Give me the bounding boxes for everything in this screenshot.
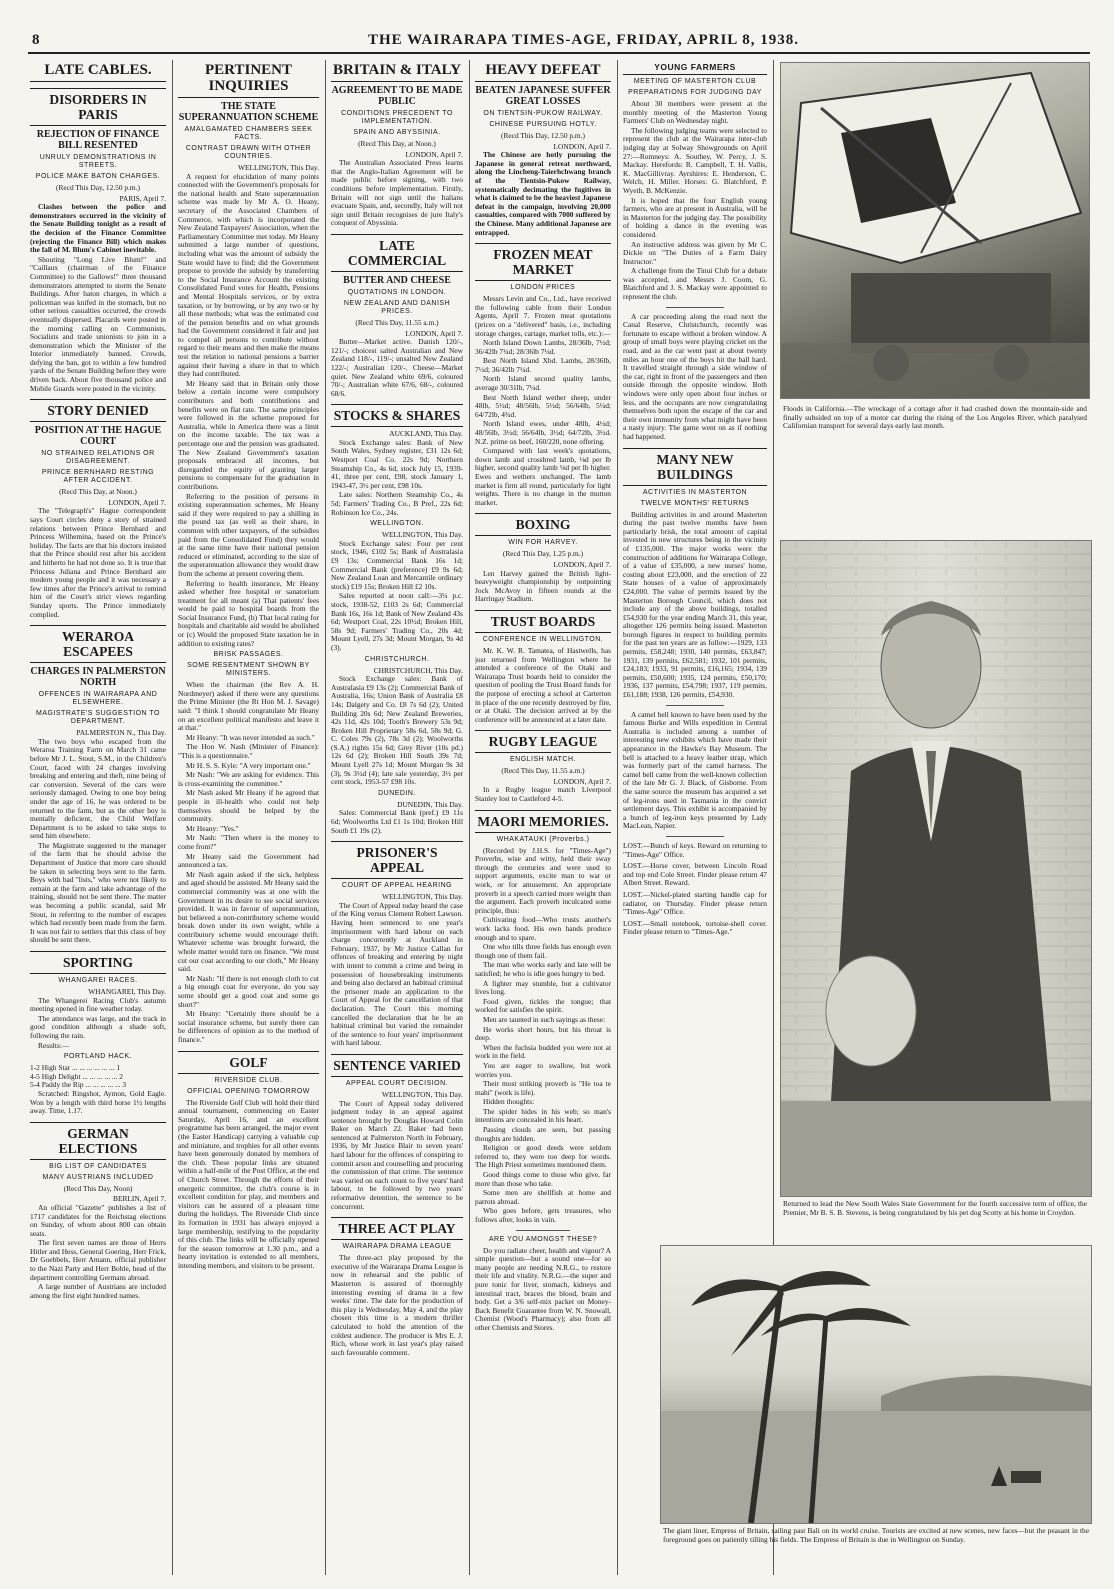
floods-caption: Floods in California.—The wreckage of a cottage after it had crashed down the mountain-side and finally subsided on top of a motor car during the rising of the Los Angeles River, which paralysed Californian transport for several days early last month. [783,404,1087,431]
subhead: WIN FOR HARVEY. [508,539,578,547]
paragraph: The two boys who escaped from the Weraroa Training Farm on March 31 came before Mr J. L. Stout, S.M., in the Children's Court, faced with 24 charges involving breaking and entering and theft, nine being of car conversion. Several of the cars were seriously damaged. Owing to one boy being under the age of 16, he was ordered to be returned to the farm, but as the other boy is mentally deficient, the Child Welfare Department is to be asked to take steps to send him elsewhere. [30,736,166,841]
paragraph: When the fuchsia budded you were not at work in the field. [475,1042,611,1061]
portrait-image [781,541,1091,1196]
received-line: (Recd This Day, 1.25 p.m.) [502,549,584,559]
paragraph: The Hon W. Nash (Minister of Finance): "This is a questionnaire." [178,742,319,760]
headline-rugby-league: RUGBY LEAGUE [475,730,611,753]
paragraph: Mr Heany said the Government had announced a tax. [178,851,319,870]
headline-three-act-play: THREE ACT PLAY [331,1217,463,1240]
paragraph: An instructive address was given by Mr C. Dickie on "The Duties of a Farm Dairy Instructor." [623,239,767,266]
divider [666,307,724,308]
subhead: BUTTER AND CHEESE [343,274,451,286]
column-3 [331,60,463,1575]
paragraph: Mr Heany: "Certainly there should be a social insurance scheme, but surely there can be differences of opinion as to the method of finance." [178,1009,319,1044]
paragraph: Mr. K. W. R. Tamatea, of Hastwells, has just returned from Wellington where he attended a conference of the Otaki and Wairarapa Trust boards held to consider the question of pooling the Trust Board funds for the purpose of erecting a school at Carterton in place of the one recently destroyed by fire, or at Otaki. The decision arrived at by the conference will be announced at a later date. [475,645,611,724]
subhead: WELLINGTON. [370,520,424,528]
dateline: LONDON, April 7. [405,328,463,338]
divider [516,1230,570,1231]
subhead: WHANGAREI RACES. [58,977,138,984]
subhead: LONDON PRICES [510,284,576,292]
headline-frozen-meat: FROZEN MEAT MARKET [475,243,611,281]
subhead: REJECTION OF FINANCE BILL RESENTED [36,129,160,151]
headline-prisoners-appeal: PRISONER'S APPEAL [331,841,463,879]
paragraph: Referring to the position of persons in existing superannuation schemes, Mr Heany said if they were required to pay a shilling in the pound tax (as well as their share, in common with other taxpayers, of the subsidies paid from the Consolidated Fund) they would at the same time have their national pension reduced or eliminated, according to the size of the superannuation allowance they would draw from the scheme at present covering them. [178,491,319,578]
race-result: 5-4 Paddy the Rip ... ... ... ... ... 3 [30,1080,127,1090]
paragraph: An official "Gazette" publishes a list of 1717 candidates for the Reichstag elections on Sunday, of whom about 800 can obtain seats. [30,1202,166,1238]
paragraph: Stock Exchange sales: Bank of Australasia £9 13s (2); Commercial Bank of Australia, 16s; Union Bank of Australia £8 14s; Dalgety and Co. £8 7s 6d (2); United Building 20s 6d; New Zealand Breweries, 42s 11d, 42s 10d; Tooth's Brewery 53s 9d; Broken Hill Proprietary 58s 6d, 58s 9d; G. C. Coles 79s (2), 78s 3d (2); Woolworths (S.A.) rights 15s 6d; Grey River (10s pd.) 12s 6d (2); Broken Hill South 39s 7d; Mount Lyell 27s 1d; Mount Morgan 9s 3d (3), 9s 3½d (4); late sale yesterday, 3½ per cent stock, 1953-57 £98 10s. [331,674,463,787]
paragraph: North Island Down Lambs, 28/36lb, 7½d; 36/42lb 7¼d; 28/36lb 7¼d. [475,338,611,356]
premier-photo [780,540,1092,1197]
lost-notice: LOST.—Small notebook, tortoise-shell cover. Finder please return to "Times-Age." [623,918,767,937]
subhead: ACTIVITIES IN MASTERTON [642,488,748,496]
paragraph: Len Harvey gained the British light-heavyweight championship by outpointing Jock McAvoy in fifteen rounds at the Harringay Stadium. [475,568,611,604]
headline-late-commercial: LATE COMMERCIAL [331,234,463,272]
paragraph: A large number of Austrians are included among the first eight hundred names. [30,1282,166,1300]
paragraph: Cultivating food—Who trusts another's work lacks food. His own hands produce enough and to spare. [475,915,611,942]
section-late-cables: LATE CABLES. [30,62,166,82]
paragraph: A car proceeding along the road next the Canal Reserve, Christchurch, recently was fortunate to escape without a broken window. A group of small boys were playing cricket on the road, and as the car went past at about twenty miles an hour one of the boys hit the ball hard. It travelled straight through a side window of the car, right in front of the passengers and then outside through the opposite window. Both windows were only open about four inches or less, and the occupants are now congratulating themselves both upon the escape of the car and their own immunity from what might have been a nasty injury. The game went on as if nothing had happened. [623,311,767,441]
paragraph: Scratched: Ringshot, Aymon, Gold Eagle. Won by a length with third horse 1½ lengths away. Time, 1.17. [30,1088,166,1116]
paragraph: The first seven names are those of Herrs Hitler and Hess, General Goering, Herr Frick, Dr Goebbels, Herr Amann, official publisher to the Nazi Party and Herr Bohle, head of the department controlling Germans abroad. [30,1238,166,1282]
paragraph: North Island ewes, under 48lb, 4½d; 48/56lb, 3½d; 56/64lb, 3½d; 64/72lb, 3½d. N.Z. prime ox beef, 160/220, none offering. [475,419,611,446]
subhead: MAGISTRATE'S SUGGESTION TO DEPARTMENT. [35,710,161,726]
subhead: NEW ZEALAND AND DANISH PRICES. [343,299,451,315]
column-4 [475,60,611,1575]
paragraph: The spider hides in his web; so man's intentions are concealed in his heart. [475,1106,611,1125]
paragraph: A challenge from the Tinui Club for a debate was accepted, and Messrs J. Coom, G. Blatchford and J. S. Mackay were appointed to represent the club. [623,266,767,302]
paragraph: The man who works early and late will be satisfied; he who is idle goes hungry to bed. [475,960,611,978]
subhead: POSITION AT THE HAGUE COURT [34,425,162,448]
paragraph: When the chairman (the Rev A. H. Nordmeyer) asked if there were any questions the Prime Minister (the Rt Hon M. J. Savage) said: "I think I should congratulate Mr Heany on an excellent political manifesto and leave it at that." [178,680,319,733]
subhead: UNRULY DEMONSTRATIONS IN STREETS. [39,154,157,169]
received-line: (Recd This Day, Noon) [63,1183,133,1193]
column-rule [172,60,173,1575]
paragraph: The Court of Appeal today delivered judgment today in an appeal against sentence brought by Douglas Howard Colin Baker on March 22. Baker had been sentenced at Palmerston North in February, 1936, by Mr Justice Blair to seven years' hard labour for the offences of conspiring to commit arson and counselling and procuring the commission of that crime. The sentence was varied on each count to five years' hard labour, to be followed by two years' reformative detention, the sentence to be concurrent. [331,1098,463,1211]
dateline: BERLIN, April 7. [113,1194,166,1204]
race-name: PORTLAND HACK. [63,1053,133,1061]
paragraph: The Magistrate suggested to the manager of the farm that he should advise the Department of Justice that more care should be taken in selecting boys sent to the farm. Boys with bad "lists," who were not likely to remain at the farm and take advantage of the training, should not be sent there. The matter was becoming a public scandal, said Mr Stout, in referring to the number of escapes which had recently been made from the farm. It was not fair to settlers that this class of boy should be sent there. [30,840,166,945]
floods-photo [780,62,1090,399]
headline-young-farmers: YOUNG FARMERS [623,63,767,75]
lead-paragraph: Clashes between the police and demonstrators occurred in the vicinity of the Senate Building tonight as a result of the decision of the Finance Committee (rejecting the Finance Bill) which makes the fall of M. Blum's Cabinet inevitable. [30,202,166,255]
lost-notice: LOST.—Horse cover, between Lincoln Road and top end Cole Street. Finder please return 47 Albert Street. Reward. [623,861,767,888]
subhead: BIG LIST OF CANDIDATES [49,1162,147,1170]
subhead: NO STRAINED RELATIONS OR DISAGREEMENT. [41,450,155,466]
paragraph: Food given, tickles the tongue; that worked for satisfies the spirit. [475,996,611,1015]
paragraph: The attendance was large, and the track in good condition although a shade soft, following the rain. [30,1013,166,1040]
paragraph: Passing clouds are seen, but passing thoughts are hidden. [475,1125,611,1143]
subhead: BRISK PASSAGES. [213,651,284,659]
headline-trust-boards: TRUST BOARDS [475,610,611,633]
headline-german-elections: GERMAN ELECTIONS [30,1122,166,1160]
subhead: CONDITIONS PRECEDENT TO IMPLEMENTATION. [341,110,453,125]
bali-shore-image [661,1246,1091,1523]
paragraph: (Recorded by J.H.S. for "Times-Age") Proverbs, wise and witty, held their sway through the centuries and were used to support arguments, excite man to war or work, or for amusement. An appropriate proverb in a speech carried more weight than the argument. Each proverb inculcated some principle, thus: [475,845,611,915]
headline-heavy-defeat: HEAVY DEFEAT [475,62,611,82]
dateline: PALMERSTON N., This Day. [76,728,166,738]
paragraph: Best North Island Xbd. Lambs, 28/36lb, 7½d; 36/42lb 7¼d. [475,356,611,374]
paragraph: Mr Heany: "It was never intended as such." [186,732,315,742]
paragraph: A fighter may stumble, but a cultivator lives long. [475,978,611,997]
divider [666,836,724,837]
subhead: CHINESE PURSUING HOTLY. [489,121,597,128]
subhead: CONFERENCE IN WELLINGTON. [482,635,604,643]
subhead: MEETING OF MASTERTON CLUB [633,78,757,85]
paragraph: The Court of Appeal today heard the case of the King versus Clement Robert Lawson. Having been sentenced to one year's imprisonment with hard labour on each charge concurrently at Auckland in February, 1937, by Mr Justice Callan for offences of breaking and entering by night with intent to commit a crime and being in possession of housebreaking instruments and being also declared an habitual criminal the prisoner made an application to the Court of Appeal for the cancellation of that declaration. The Court this morning cancelled the declaration that he be an habitual criminal but varied the remainder of the sentence to four years' imprisonment with hard labour. [331,900,463,1048]
subhead: PRINCE BERNHARD RESTING AFTER ACCIDENT. [41,469,155,485]
column-1 [30,60,166,1575]
subhead: COURT OF APPEAL HEARING [341,882,453,890]
paragraph: Late sales: Northern Steamship Co., 4s 5d; Farmers' Trading Co., B Pref., 22s 6d; Robinson Ice Co., 24s. [331,490,463,517]
paragraph: Mr Heany: "Yes." [186,823,239,833]
paragraph: Mr Nash asked Mr Heany if he agreed that people in ill-health who could not help themselves should be helped by the community. [178,788,319,824]
paragraph: The three-act play proposed by the executive of the Wairarapa Drama League is now in rehearsal and the public of Masterton is assured of thoroughly interesting evening of drama in a few weeks' time. The date for the production of this play is Wednesday, May 4, and the play chosen this time is a modern thriller calculated to hold the attention of the coldest audience. The producer is Mrs E. J. Rich, whose work in last year's play raised such favourable comment. [331,1253,463,1357]
paragraph: Mr Nash: "Then where is the money to come from?" [178,833,319,851]
subhead: THE STATE SUPERANNUATION SCHEME [178,101,319,123]
dateline: WELLINGTON, This Day. [238,163,319,172]
paragraph: Mr Nash again asked if the sick, helpless and aged should be assisted. Mr Heany said the commercial community was at one with the Government in its desire to see social services provided. It was in favour of superannuation, but believed a non-contributory scheme would break down under its own weight, while a contributory scheme would encourage thrift. Whatever scheme was brought forward, the whole matter would turn on finance. "We must cut our coat according to our cloth," Mr Heany said. [178,869,319,974]
dateline: AUCKLAND, This Day. [389,429,463,439]
advert-body: Do you radiate cheer, health and vigour? A simple question—but a sound one—for so many people are needing N.R.G., to restore their life and vitality. N.R.G.—the super and pure tonic for liver, stomach, kidneys and intestinal tract, braces the blood, brain and body. Get a 3/6 self-mix packet on Money-Back Benefit Guarantee from W. N. Snowall, Chemist (Wood's Pharmacy); also from all other Chemists and Stores. [475,1245,611,1332]
subhead: POLICE MAKE BATON CHARGES. [35,173,161,180]
received-line: (Recd This Day, 11.55 a.m.) [355,317,439,327]
dateline: LONDON, April 7. [405,149,463,159]
headline-pertinent-inquiries: PERTINENT INQUIRIES [178,62,319,98]
paragraph: It is hoped that the four English young farmers, who are at present in Australia, will be in Masterton for the judging day. The possibility of holding a dance in the evening was considered. [623,195,767,239]
subhead: TWELVE MONTHS' RETURNS [640,499,750,507]
paragraph: A request for elucidation of many points connected with the Government's proposals for the national health and State superannuation scheme was made by Mr A. O. Heany, secretary of the Associated Chambers of Commerce, with which is incorporated the New Zealand Taxpayers' Association, when the Parliamentary Committee met today. Mr Heany submitted a large number of questions, including what was the amount of subsidy the State would have to find; did the Government propose to provide the subsidy by transferring to the Social Insurance Account the existing Consolidated Fund votes for Health, Pensions and Mental Hospitals services, or by extra taxation, or by borrowing, or by any two or by all these methods; what was the estimated cost of the pension benefits and on what grounds had the Government considered it fair and just to compel all persons to contribute without regard to their means and then make the means test the relation to national pensions a barrier against their having a share in that to which they had contributed. [178,171,319,379]
paragraph: The Australian Associated Press learns that the Anglo-Italian Agreement will be made public before signing, with two conditions before implementation. Firstly, Britain will not sign until the Italians evacuate Spain, and, secondly, Italy will not sign until Britain recognises de jure Italy's conquest of Abyssinia. [331,158,463,228]
headline-many-new-buildings: MANY NEW BUILDINGS [623,448,767,486]
received-line: (Recd This Day, 12.50 p.m.) [56,183,140,192]
paragraph: Sales reported at noon call:—3¼ p.c. stock, 1938-52, £103 2s 6d; Commercial Bank 16s, 16s 1d; Bank of New Zealand 43s 6d; Westport Coal, 22s 10½d; Broken Hill, 58s 9d; Farmers' Trading Co., 20s 4d; Mount Lyell, 27s 3d; Mount Morgan, 9s 4d (3). [331,591,463,652]
headline-stocks-shares: STOCKS & SHARES [331,404,463,427]
paragraph: Butter—Market active. Danish 120/-, 121/-; choicest salted Australian and New Zealand 118/-, 119/-; unsalted New Zealand 122/-; Australian 120/-. Cheese—Market quiet. New Zealand white 69/6, coloured 70/-; Australian white 67/6, 68/-, coloured 68/6. [331,337,463,398]
dateline: WELLINGTON, This Day. [382,892,463,902]
race-result: 4-5 High Delight ... ... ... ... ... 2 [30,1071,123,1081]
paragraph: Some men are shellfish at home and parrots abroad. [475,1188,611,1206]
subhead: SOME RESENTMENT SHOWN BY MINISTERS. [187,662,310,678]
paragraph: Hidden thoughts: [483,1097,535,1107]
subhead: PREPARATIONS FOR JUDGING DAY [628,89,762,96]
column-2 [178,60,319,1575]
lost-notice: LOST.—Bunch of keys. Reward on returning to "Times-Age" Office. [623,840,767,859]
received-line: (Recd This Day, at Noon.) [59,487,137,497]
paragraph: Building activities in and around Masterton during the past twelve months have been particularly brisk, the total amount of capital invested in new structures being in the vicinity of £135,000. The major works were the construction of additions for Wairarapa College, of a value of £35,000, a new nurses' home, costing about £23,000, and the erection of 22 State houses of a value of approximately £24,000. The value of permits issued by the Masterton Borough Council, which does not include any of the above buildings, totalled £54,930 for the year ending March 31, this year, altogether 126 permits being issued. Masterton borough figures in respect to building permits for the past ten years are as follow:—1929, 133 permits, £58,248; 1930, 140 permits, £63,847; 1931, 139 permits, £62,581; 1932, 101 permits, £24,183; 1933, 91 permits, £16,165; 1934, 139 permits, £50,600; 1935, 124 permits, £50,170; 1936, 137 permits, £54,798; 1937, 119 permits, £61,188; 1938, 126 permits, £54,930. [623,509,767,700]
subhead: OFFICIAL OPENING TOMORROW [187,1087,310,1095]
paragraph: One who tills three fields has enough even though one of them fail. [475,942,611,960]
paragraph: Stock Exchange sales: Bank of New South Wales, Sydney register, £31 12s 6d; Westport Coal Co. 22s 9d; Northern Steamship Co., 4s 6d, stock July 15, 1939-41, three per cent, £98, stock January 1, 1943-47, 3½ per cent, £98 10s. [331,437,463,490]
column-rule [617,60,618,1575]
subhead: ON TIENTSIN-PUKOW RAILWAY. [483,110,603,117]
subhead: WHAKATAUKI (Proverbs.) [496,835,590,843]
paragraph: Referring to health insurance, Mr Heany asked whether free hospital or sanatorium treatment for all meant (a) That patients' fees would be paid to hospital boards from the Social Insurance Fund, (b) That local rating for hospitals and charitable aid would be abolished or (c) Would the proposed State taxation be in addition to existing rates? [178,578,319,648]
column-rule [469,60,470,1575]
paragraph: A camel bell known to have been used by the famous Burke and Wills expedition in Central Australia is included among a number of interesting new exhibits which have made their appearance in the Hawke's Bay Museum. The bell is attached to a heavy leather strap, which was formerly part of the camel harness. The camel bell came from the well-known collection of the late Mr G. J. Black, of Gisborne. From the same source the museum has acquired a set of leg-irons used in Tasmania in the convict settlement days. This exhibit is accompanied by a bunch of leg-iron keys presented by Lady MacLean, Napier. [623,709,767,831]
column-rule [325,60,326,1575]
paragraph: In a Rugby league match Liverpool Stanley lost to Castleford 4-5. [475,785,611,804]
subhead: RIVERSIDE CLUB. [214,1076,283,1084]
subhead: ENGLISH MATCH. [510,756,576,764]
newspaper-title: THE WAIRARAPA TIMES-AGE, FRIDAY, APRIL 8, 1938. [368,32,799,48]
paragraph: Good things come to those who give, far more than those who take. [475,1170,611,1188]
dateline: WHANGAREI, This Day. [88,987,166,996]
subhead: OFFENCES IN WAIRARAPA AND ELSEWHERE. [38,691,158,707]
subhead: SPAIN AND ABYSSINIA. [353,129,441,136]
paragraph: The Whangerei Racing Club's autumn meeting opened in fine weather today. [30,995,166,1014]
paragraph: Best North Island wether sheep, under 48lb, 5½d; 48/56lb, 5½d; 56/64lb, 5¼d; 64/72lb, 4¾d. [475,392,611,419]
advert-heading: ARE YOU AMONGST THESE? [488,1235,598,1243]
masthead [28,30,1090,54]
divider [666,705,724,706]
headline-sentence-varied: SENTENCE VARIED [331,1054,463,1077]
dateline: LONDON, April 7. [553,141,611,151]
dateline: CHRISTCHURCH, This Day. [373,665,463,675]
headline-britain-italy: BRITAIN & ITALY [331,62,463,82]
dateline: LONDON, April 7. [108,497,166,507]
paragraph: Mr H. S. S. Kyle: "A very important one." [186,760,311,770]
liner-caption: The giant liner, Empress of Britain, sailing past Bali on its world cruise. Tourists are excited at new scenes, new faces—but the peasant in the foreground goes on patiently tilling his fields. The Empress of Britain is due in Wellington on Sunday. [663,1526,1089,1544]
paragraph: North Island second quality lambs, average 30/31lb, 7¼d. [475,374,611,393]
paragraph: Shouting "Long Live Blum!" and "Caillaux (chairman of the Finance Committee) to the Gallows!" three thousand demonstrators attempted to storm the Senate Buildings. After baton charges, in which a policeman was knifed in the stomach, but no other serious casualties occurred, the crowds eventually dispersed. Placards were posted in the morning calling on Communists, Socialists and trade unionists to join in a demonstration which the Minister of the Interior immediately banned. Crowds, defying the ban, got to within a few hundred yards of the Senate Building before they were driven back. About five thousand police and Mobile Guards were posted in the vicinity. [30,254,166,393]
paragraph: Messrs Levin and Co., Ltd., have received the following cable from their London Agents, April 7. Frozen meat quotations (prices on a "delivered" basis, i.e., including storage charges, cartage, market tolls, etc.):— [475,294,611,338]
wreckage-image [781,63,1089,398]
paragraph: Results:— [38,1040,70,1050]
lost-notice: LOST.—Nickel-plated starting handle cap for radiator, on Thursday. Finder please return "Times-Age" Office. [623,889,767,917]
received-line: (Recd This Day, 11.55 a.m.) [501,766,585,776]
paragraph: The Riverside Golf Club will hold their third annual tournament, commencing on Easter Saturday, April 16, and an excellent programme has been arranged, the major event (the Easter Handicap) carrying a valuable cup and miniature, and trophies for all other events have been generously donated by members of the club. These popular links are situated within a half-mile of the Post Office, at the end of Church Street. Through the efforts of their energetic committee, the club's course is in excellent condition for play, and members and visitors can be assured of a pleasant time during the holidays. The Riverside Club since its formation in 1931 has always enjoyed a large membership, testifying to the popularity of this club. The links will be officially opened for the season tomorrow at 1.30 p.m., and a hearty invitation is extended to all members, intending members, and visitors to be present. [178,1097,319,1270]
subhead: QUOTATIONS IN LONDON. [347,288,447,296]
paragraph: Religion or good deeds were seldom referred to, they were too deep for words. The High Priest sometimes mentioned them. [475,1143,611,1170]
dateline: DUNEDIN, This Day. [397,799,463,809]
paragraph: Stock Exchange sales: Four per cent stock, 1946, £102 5s; Bank of Australasia £9 13s; Commercial Bank 16s 1d; Commercial Bank (preference) £9 9s 6d; New Zealand Loan and Mercantile ordinary stock) £19 15s; Broken Hill £2 10s. [331,538,463,591]
subhead: AGREEMENT TO BE MADE PUBLIC [331,85,463,107]
dateline: WELLINGTON, This Day. [382,530,463,540]
dateline: LONDON, April 7. [553,559,611,569]
dateline: LONDON, April 7. [553,776,611,786]
paragraph: Who goes before, gets treasures, who follows after, looks in vain. [475,1206,611,1224]
received-line: (Recd This Day, at Noon.) [358,139,436,148]
subhead: MANY AUSTRIANS INCLUDED [42,1173,154,1181]
subhead: APPEAL COURT DECISION. [345,1079,449,1087]
page-number: 8 [32,32,40,48]
paragraph: Mr Nash: "We are asking for evidence. This is cross-examining the committee." [178,770,319,788]
premier-caption: Returned to lead the New South Wales State Government for the fourth successive term of office, the Premier, Mr B. S. B. Stevens, is being congratulated by his pet dog Scotty at his home in Croydon. [783,1199,1087,1217]
race-result: 1-2 High Star ... ... ... ... ... ... 1 [30,1063,121,1073]
paragraph: Their most striking proverb is "He toa te mahi" (work is life). [475,1079,611,1097]
paragraph: He works short hours, but his throat is deep. [475,1024,611,1043]
paragraph: The "Telegraph's" Hague correspondent says Court circles deny a story of strained relations between Prince Bernhard and Princess Wilhemina, based on the Prince's holiday. The facts are that his doctors insisted that the Prince should rest after his accident and hitherto he had not done so. It is true that Princess Juliana and Prince Bernhard are modern young people and it was necessary a few times after the Prince's arrival to remind him of the Court's strict views regarding Sunday sports. The Prince immediately complied. [30,506,166,619]
paragraph: The following judging teams were selected to represent the club at the Wairarapa inter-club judging day at Solway Showgrounds on April 27:—Romneys: A. Southey, W. Percy, J. S. Mackay. Herefords: R. Campbell, T. H. Vallis, K. MacGillivray. Ayrshires: E. Henderson, C. Welch, H. Miller. Horses: G. Blatchford, P. Wyeth, B. McKenzie. [623,125,767,195]
subhead: BEATEN JAPANESE SUFFER GREAT LOSSES [475,85,611,107]
paragraph: Compared with last week's quotations, down lamb and crossbred lamb, ⅛d per lb higher, second quality lamb ⅛d per lb higher. Ewes and wethers unchanged. The lamb market is firm all round, particularly for light weights. There is no change in the mutton market. [475,446,611,507]
headline-sporting: SPORTING [30,951,166,974]
headline-maori-memories: MAORI MEMORIES. [475,810,611,833]
dateline: WELLINGTON, This Day. [382,1089,463,1099]
paragraph: Men are taunted in such sayings as these: [483,1014,606,1024]
headline-boxing: BOXING [475,513,611,536]
subhead: CHRISTCHURCH. [364,655,430,663]
headline-paris: DISORDERS IN PARIS [30,88,166,126]
headline-weraroa: WERAROA ESCAPEES [30,625,166,663]
headline-golf: GOLF [178,1051,319,1074]
subhead: CONTRAST DRAWN WITH OTHER COUNTRIES. [185,145,312,160]
subhead: WAIRARAPA DRAMA LEAGUE [342,1243,452,1251]
paragraph: Sales: Commercial Bank (pref.) £9 11s 6d; Woolworths Ltd £1 1s 10d; Broken Hill South £1 19s (2). [331,808,463,835]
subhead: AMALGAMATED CHAMBERS SEEK FACTS. [184,126,313,141]
received-line: (Recd This Day, 12.50 p.m.) [501,131,585,140]
lead-paragraph: The Chinese are hotly pursuing the Japanese in general retreat northward, along the Lincheng-Taierhchwang branch of the Tientsin-Pukow Railway, systematically decimating the fugitives in what is claimed to be the heaviest Japanese defeat in the campaign, involving 20,000 casualties, compared with 7000 suffered by the Chinese. Many additional Japanese are entrapped. [475,150,611,237]
headline-story-denied: STORY DENIED [30,399,166,422]
subhead: DUNEDIN. [378,789,416,797]
subhead: CHARGES IN PALMERSTON NORTH [30,666,166,689]
liner-photo [660,1245,1092,1524]
paragraph: Mr Heany said that in Britain only those below a certain income were compulsory contributors and both contributions and benefits were on flat rate. The same principles were followed in the scheme proposed for Australia, while in America there was a limit on the income taxable. The tax was a percentage one and the pension was graduated. The New Zealand Government's taxation proposals embraced all incomes, but disregarded the equity of granting larger pensions to compensate for the graduation in contributions. [178,378,319,491]
paragraph: About 30 members were present at the monthly meeting of the Masterton Young Farmers' Club on Wednesday night. [623,99,767,126]
paragraph: Mr Nash: "If there is not enough cloth to cut a big enough coat for everyone, do you say some should get a good coat and some go short?" [178,973,319,1009]
paragraph: You are eager to swallow, but work worries you. [475,1060,611,1079]
dateline: PARIS, April 7. [119,193,166,203]
